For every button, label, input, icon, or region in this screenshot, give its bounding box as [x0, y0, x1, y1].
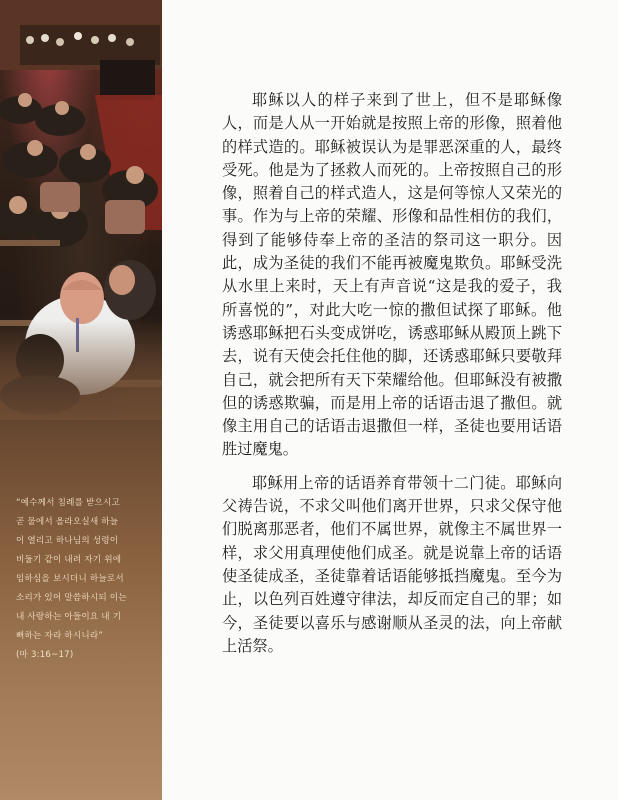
- text-line: 此，成为圣徒的我们不能再被魔鬼欺负。耶稣受洗: [222, 254, 562, 273]
- text-line: 从水里上来时，天上有声音说“这是我的爱子，我: [222, 277, 562, 296]
- caption-line: 뻐하는 자라 하시니라”: [16, 631, 104, 641]
- sidebar-image-strip: [0, 0, 162, 800]
- text-line: 人，而是人从一开始就是按照上帝的形像，照着他: [222, 114, 562, 133]
- text-line: 得到了能够侍奉上帝的圣洁的祭司这一职分。因: [222, 230, 562, 249]
- text-line: 们脱离那恶者，他们不属世界，就像主不属世界一: [222, 520, 562, 539]
- caption-line: 비둘기 같이 내려 자기 위에: [16, 555, 122, 565]
- text-line: 胜过魔鬼。: [222, 440, 298, 459]
- body-text: [222, 89, 562, 668]
- text-line: 像主用自己的话语击退撒但一样，圣徒也要用话语: [222, 417, 562, 436]
- photo-fade-overlay: [0, 320, 162, 420]
- text-line: 像，照着自己的样式造人，这是何等惊人又荣光的: [222, 184, 562, 203]
- text-line: 今，圣徒要以喜乐与感谢顺从圣灵的法，向上帝献: [222, 613, 562, 632]
- caption-line: 임하심을 보시더니 하늘로서: [16, 574, 124, 584]
- text-line: 耶稣用上帝的话语养育带领十二门徒。耶稣向: [252, 473, 562, 492]
- text-line: 去，说有天使会托住他的脚，还诱惑耶稣只要敬拜: [222, 347, 562, 366]
- caption-line: 곧 물에서 올라오실새 하늘: [16, 517, 119, 527]
- text-line: 止，以色列百姓遵守律法，却反而定自己的罪；如: [222, 590, 562, 609]
- text-line: 自己，就会把所有天下荣耀给他。但耶稣没有被撒: [222, 370, 562, 389]
- caption-line: 이 열리고 하나님의 성령이: [16, 536, 119, 546]
- caption-line: 소리가 있어 말씀하시되 이는: [16, 593, 127, 603]
- caption-line: 내 사랑하는 아들이요 내 기: [16, 612, 122, 622]
- paragraph-1: [222, 89, 562, 462]
- caption-reference: (마 3:16~17): [16, 650, 74, 660]
- text-line: 受死。他是为了拯救人而死的。上帝按照自己的形: [222, 160, 562, 179]
- text-line: 上活祭。: [222, 636, 283, 655]
- congregation-photo: [0, 0, 162, 420]
- text-line: 诱惑耶稣把石头变成饼吃，诱惑耶稣从殿顶上跳下: [222, 323, 562, 342]
- caption-line: “예수께서 침례를 받으시고: [16, 498, 121, 508]
- text-line: 所喜悦的”，对此大吃一惊的撒但试探了耶稣。他: [222, 300, 562, 319]
- text-line: 使圣徒成圣，圣徒靠着话语能够抵挡魔鬼。至今为: [222, 566, 562, 585]
- text-line: 样，求父用真理使他们成圣。就是说靠上帝的话语: [222, 543, 562, 562]
- text-line: 但的诱惑欺骗，而是用上帝的话语击退了撒但。就: [222, 393, 562, 412]
- text-line: 父祷告说，不求父叫他们离开世界，只求父保守他: [222, 497, 562, 516]
- scripture-caption: [16, 494, 156, 665]
- text-line: 耶稣以人的样子来到了世上，但不是耶稣像: [252, 91, 562, 109]
- text-line: 事。作为与上帝的荣耀、形像和品性相仿的我们，: [222, 207, 562, 226]
- text-line: 的样式造的。耶稣被误认为是罪恶深重的人，最终: [222, 137, 562, 156]
- paragraph-2: [222, 472, 562, 658]
